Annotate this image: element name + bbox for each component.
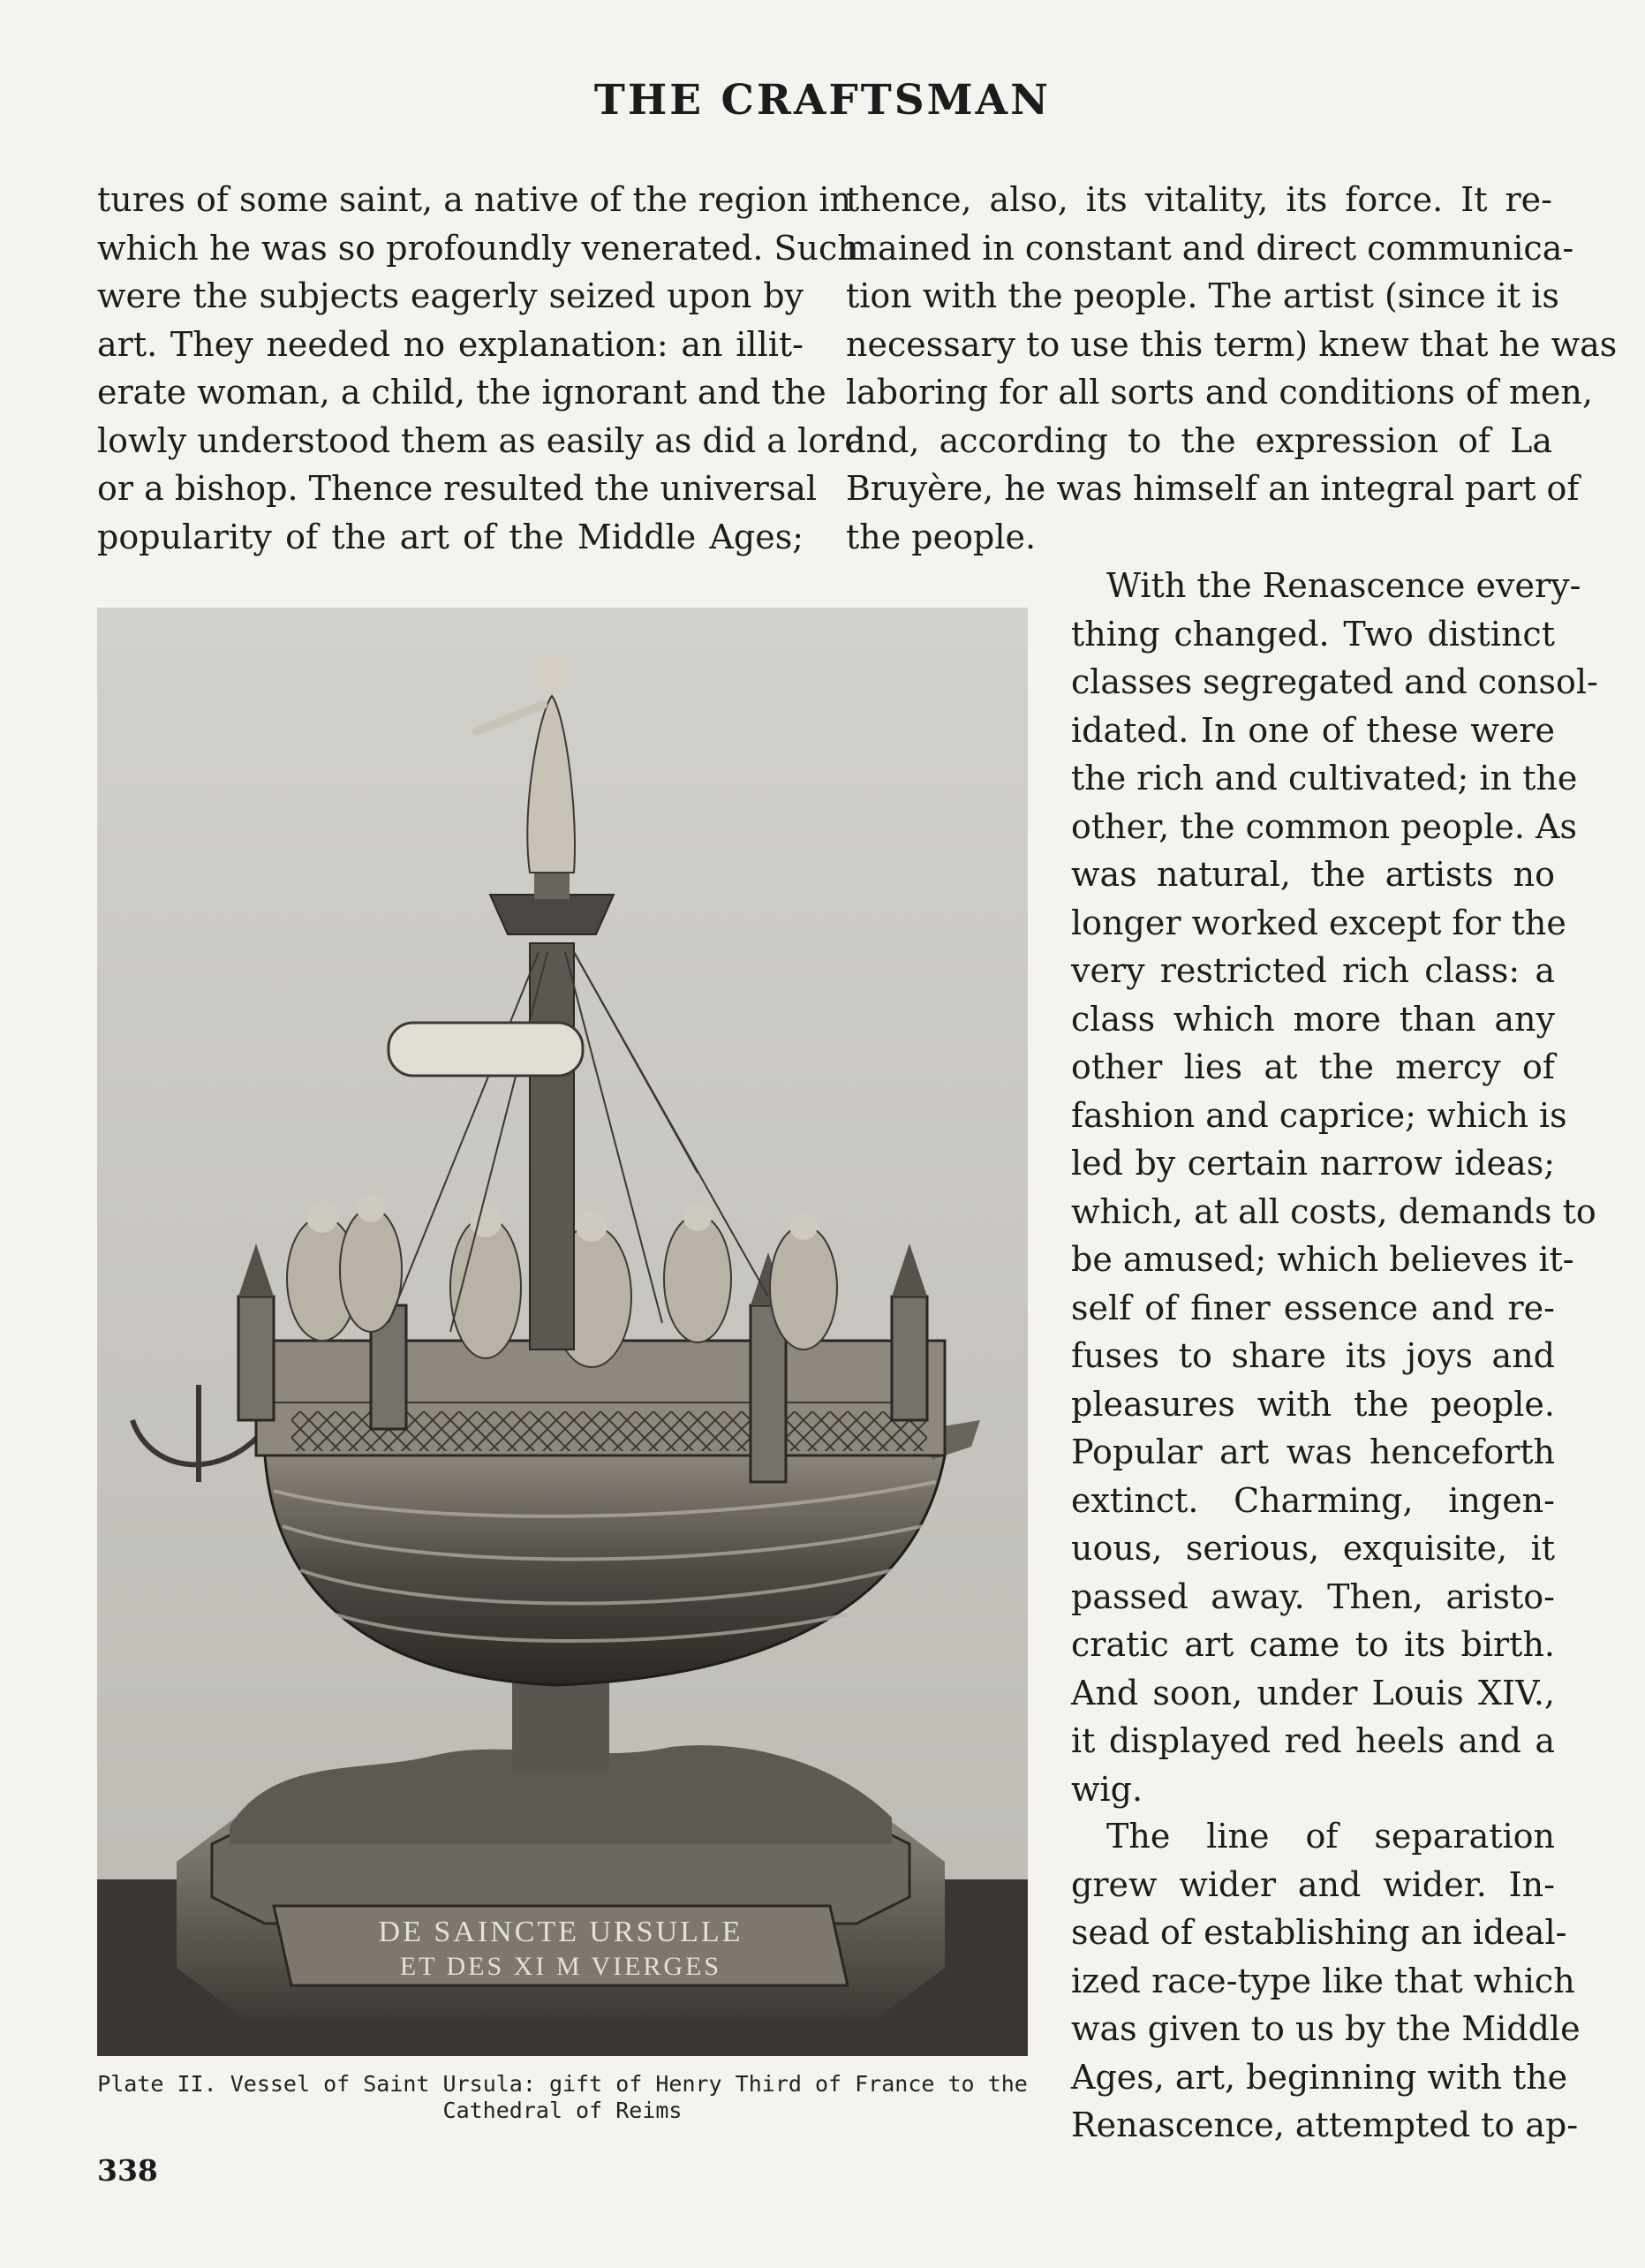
text-line: pleasures with the people. xyxy=(1071,1384,1555,1424)
text-line: cratic art came to its birth. xyxy=(1071,1625,1555,1664)
text-line: thing changed. Two distinct xyxy=(1071,614,1555,654)
text-line: popularity of the art of the Middle Ages; xyxy=(97,517,804,556)
text-line: With the Renascence every- xyxy=(1106,566,1581,605)
text-line: sead of establishing an ideal- xyxy=(1071,1913,1567,1952)
plate-ii-photograph xyxy=(97,608,1028,2056)
text-line: necessary to use this term) knew that he was xyxy=(846,324,1618,364)
text-line: longer worked except for the xyxy=(1071,903,1566,942)
text-line: Renascence, attempted to ap- xyxy=(1071,2105,1579,2144)
text-line: extinct. Charming, ingen- xyxy=(1071,1480,1555,1520)
text-line: thence, also, its vitality, its force. It re- xyxy=(846,180,1552,219)
text-line: Bruyère, he was himself an integral part of xyxy=(846,469,1580,508)
text-line: erate woman, a child, the ignorant and the xyxy=(97,373,826,412)
text-line: wig. xyxy=(1071,1769,1143,1809)
text-line: lowly understood them as easily as did a lord xyxy=(97,420,866,460)
text-line: mained in constant and direct communica- xyxy=(846,228,1574,268)
text-line: and, according to the expression of La xyxy=(846,420,1552,460)
text-line: And soon, under Louis XIV., xyxy=(1071,1673,1555,1712)
text-line: classes segregated and consol- xyxy=(1071,662,1598,701)
text-line: be amused; which believes it- xyxy=(1071,1240,1574,1279)
text-line: grew wider and wider. In- xyxy=(1071,1864,1555,1904)
text-line: the people. xyxy=(846,517,1037,556)
text-line: ized race-type like that which xyxy=(1071,1961,1575,2000)
text-line: self of finer essence and re- xyxy=(1071,1288,1555,1327)
text-line: which, at all costs, demands to xyxy=(1071,1191,1596,1231)
text-line: laboring for all sorts and conditions of men, xyxy=(846,373,1593,412)
caption-line-2: Cathedral of Reims xyxy=(442,2098,683,2123)
text-line: art. They needed no explanation: an illit- xyxy=(97,324,804,364)
inscription-line-2: ET DES XI M VIERGES xyxy=(399,1952,722,1981)
plate-caption xyxy=(97,2071,1028,2124)
text-line: were the subjects eagerly seized upon by xyxy=(97,276,804,315)
text-line: class which more than any xyxy=(1071,999,1555,1039)
running-head: THE CRAFTSMAN xyxy=(593,76,1052,125)
text-line: other lies at the mercy of xyxy=(1071,1047,1555,1086)
text-line: very restricted rich class: a xyxy=(1071,951,1555,990)
text-line: tures of some saint, a native of the region in xyxy=(97,180,852,219)
text-line: Ages, art, beginning with the xyxy=(1071,2057,1568,2097)
text-line: was given to us by the Middle xyxy=(1071,2009,1581,2048)
text-line: tion with the people. The artist (since it is xyxy=(846,276,1559,315)
text-line: the rich and cultivated; in the xyxy=(1071,759,1578,798)
text-line: it displayed red heels and a xyxy=(1071,1721,1555,1760)
inscription-line-1: DE SAINCTE URSULLE xyxy=(378,1916,743,1948)
text-line: other, the common people. As xyxy=(1071,806,1577,846)
page-number: 338 xyxy=(97,2153,158,2188)
text-line: led by certain narrow ideas; xyxy=(1071,1144,1555,1183)
text-line: which he was so profoundly venerated. Such xyxy=(97,228,859,268)
text-line: or a bishop. Thence resulted the universal xyxy=(97,469,818,508)
text-line: The line of separation xyxy=(1106,1817,1555,1856)
text-line: uous, serious, exquisite, it xyxy=(1071,1529,1555,1568)
caption-line-1: Plate II. Vessel of Saint Ursula: gift of Henry Third of France to the xyxy=(97,2071,1028,2097)
text-line: was natural, the artists no xyxy=(1071,855,1555,894)
text-line: idated. In one of these were xyxy=(1071,710,1555,750)
text-line: Popular art was henceforth xyxy=(1071,1433,1555,1471)
text-line: fuses to share its joys and xyxy=(1071,1336,1555,1375)
text-line: fashion and caprice; which is xyxy=(1071,1095,1567,1135)
text-line: passed away. Then, aristo- xyxy=(1071,1576,1555,1616)
